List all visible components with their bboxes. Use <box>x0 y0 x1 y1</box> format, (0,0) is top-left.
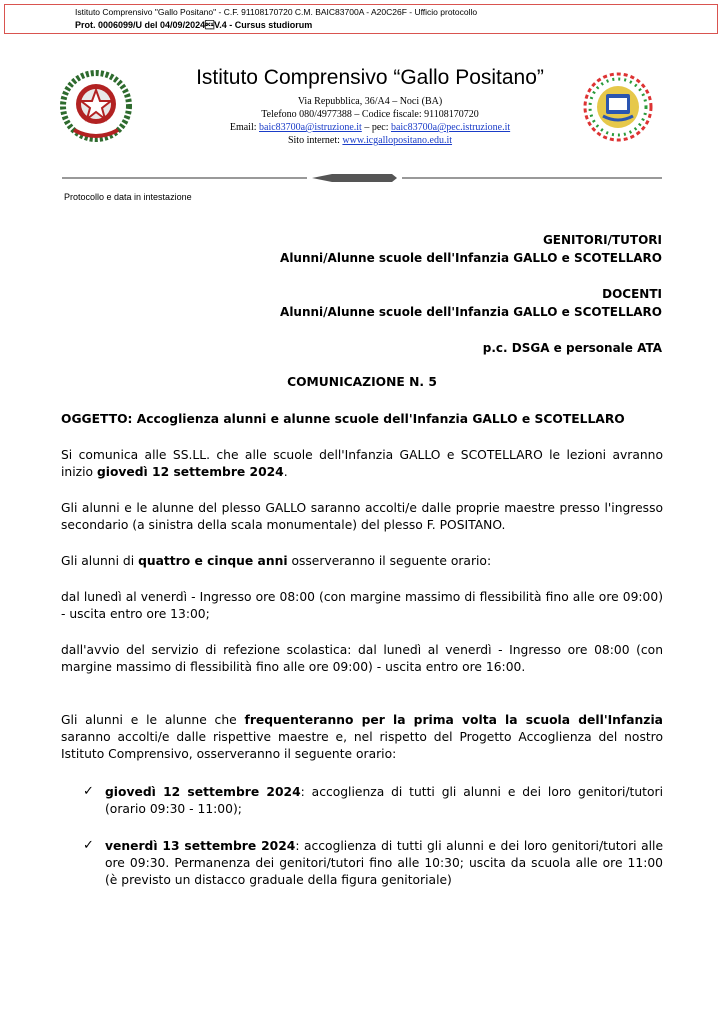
site-link[interactable]: www.icgallopositano.edu.it <box>342 135 453 146</box>
protocol-stamp-line2: Prot. 0006099/U del 04/09/2024V.4 - Cursus studiorum <box>75 20 313 30</box>
paragraph-first-time <box>61 712 663 763</box>
bullet-thursday-date: giovedì 12 settembre 2024 <box>105 785 301 799</box>
paragraph-start-date <box>61 447 663 481</box>
school-badge-icon <box>583 72 653 142</box>
first-time-pre: Gli alunni e le alunne che <box>61 713 245 727</box>
protocol-stamp-line1: Istituto Comprensivo "Gallo Positano" - C.F. 91108170720 C.M. BAIC83700A - A20C26F - Ufficio protocollo <box>75 7 478 17</box>
school-name-title: Istituto Comprensivo “Gallo Positano” <box>196 66 544 89</box>
age-groups-bold: quattro e cinque anni <box>138 554 288 568</box>
paragraph-schedule-morning: dal lunedì al venerdì - Ingresso ore 08:00 (con margine massimo di flessibilità fino alle ore 09:00) - uscita entro ore 13:00; <box>61 590 663 621</box>
bullet-friday-date: venerdì 13 settembre 2024 <box>105 839 296 853</box>
pec-link[interactable]: baic83700a@pec.istruzione.it <box>390 122 511 133</box>
school-address: Via Repubblica, 36/A4 – Noci (BA) <box>297 96 443 107</box>
email-link[interactable]: baic83700a@istruzione.it <box>259 122 362 133</box>
paragraph-gallo-entrance: Gli alunni e le alunne del plesso GALLO saranno accolti/e dalle proprie maestre presso l'ingresso secondario (a sinistra della scala monumentale) del plesso F. POSITANO. <box>61 501 663 532</box>
protocol-stamp-box <box>4 4 718 34</box>
recipient-parents-sub: Alunni/Alunne scuole dell'Infanzia GALLO e SCOTELLARO <box>280 251 662 265</box>
checkmark-icon: ✓ <box>83 838 94 853</box>
age-groups-pre: Gli alunni di <box>61 554 139 568</box>
first-time-bold: frequenteranno per la prima volta la scuola dell'Infanzia <box>244 713 663 727</box>
bullet-thursday-text: : accoglienza di tutti gli alunni e dei loro genitori/tutori (orario 09:30 - 11:00); <box>105 785 663 816</box>
paragraph-schedule-canteen: dall'avvio del servizio di refezione scolastica: dal lunedì al venerdì - Ingresso ore 08:00 (con margine massimo di flessibilità fino alle ore 09:00) - uscita entro ore 16:00. <box>61 643 663 674</box>
protocol-note: Protocollo e data in intestazione <box>64 192 192 202</box>
bullet-item-friday <box>105 838 663 889</box>
school-site-line <box>150 134 590 147</box>
paragraph-start-date-end: . <box>283 465 288 479</box>
pec-label: – pec: <box>361 122 391 133</box>
school-phone: Telefono 080/4977388 – Codice fiscale: 91108170720 <box>261 109 479 120</box>
site-label: Sito internet: <box>287 135 343 146</box>
recipient-parents-title: GENITORI/TUTORI <box>542 233 662 247</box>
header-divider <box>62 170 662 186</box>
school-email-line <box>150 121 590 134</box>
recipient-staff: p.c. DSGA e personale ATA <box>482 341 662 355</box>
recipient-teachers-sub: Alunni/Alunne scuole dell'Infanzia GALLO e SCOTELLARO <box>280 305 662 319</box>
age-groups-post: osserveranno il seguente orario: <box>287 554 492 568</box>
subject-line: OGGETTO: Accoglienza alunni e alunne scuole dell'Infanzia GALLO e SCOTELLARO <box>61 412 625 426</box>
paragraph-start-date-text: Si comunica alle SS.LL. che alle scuole dell'Infanzia GALLO e SCOTELLARO le lezioni avranno inizio <box>61 448 663 479</box>
email-label: Email: <box>229 122 260 133</box>
start-date-bold: giovedì 12 settembre 2024 <box>96 465 284 479</box>
bullet-item-thursday <box>105 784 663 818</box>
italian-republic-emblem-icon <box>60 70 132 142</box>
first-time-post: saranno accolti/e dalle rispettive maestre e, nel rispetto del Progetto Accoglienza del nostro Istituto Comprensivo, osserveranno il seguente orario: <box>61 730 663 761</box>
bullet-friday-text: : accoglienza di tutti gli alunni e dei loro genitori/tutori alle ore 09:30. Permanenza dei genitori/tutori fino alle 10:30; uscita da scuola alle ore 11:00 (è previsto un distacco graduale della figura genitoriale) <box>105 839 664 887</box>
recipient-teachers-title: DOCENTI <box>602 287 662 301</box>
checkmark-icon: ✓ <box>83 784 94 799</box>
communication-title: COMUNICAZIONE N. 5 <box>287 375 437 389</box>
paragraph-age-groups <box>61 553 663 570</box>
